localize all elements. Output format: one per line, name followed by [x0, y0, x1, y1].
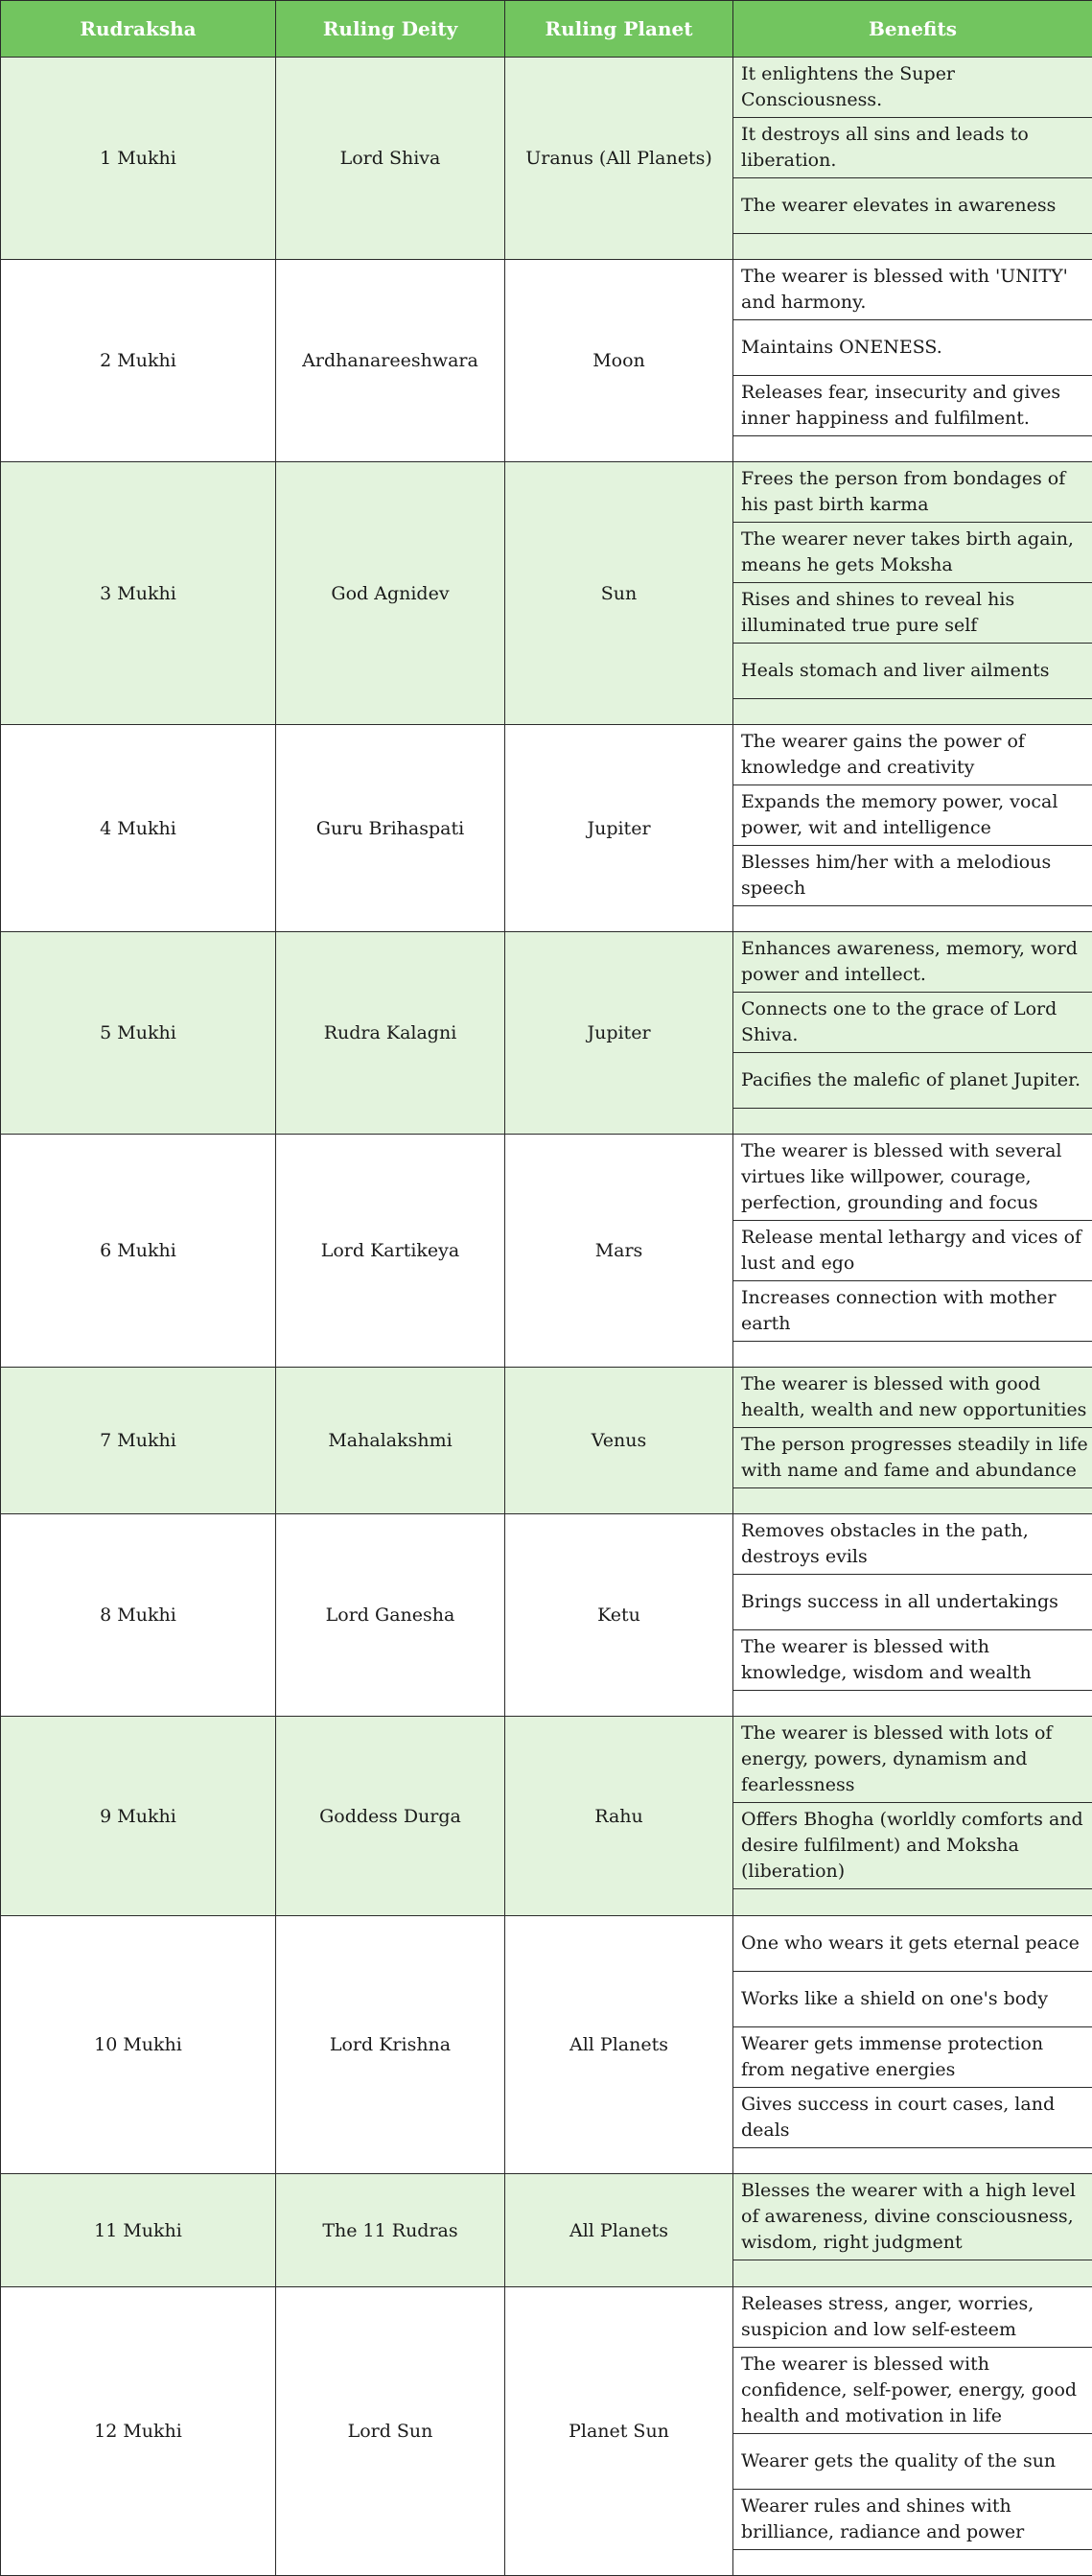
benefit-item: Blesses the wearer with a high level of awareness, divine consciousness, wisdom, right judgment: [733, 2174, 1092, 2260]
rudraksha-cell: 3 Mukhi: [1, 462, 276, 725]
ruling-deity-cell: Goddess Durga: [276, 1717, 505, 1916]
benefits-spacer: [733, 1691, 1092, 1716]
benefits-cell: [733, 462, 1092, 725]
benefit-item: Rises and shines to reveal his illuminated true pure self: [733, 583, 1092, 644]
benefit-item: Increases connection with mother earth: [733, 1281, 1092, 1342]
benefit-item: Heals stomach and liver ailments: [733, 644, 1092, 699]
benefits-cell: [733, 1368, 1092, 1514]
benefit-item: Works like a shield on one's body: [733, 1972, 1092, 2027]
benefit-item: Enhances awareness, memory, word power and intellect.: [733, 932, 1092, 993]
benefits-cell: [733, 725, 1092, 932]
benefit-item: The wearer is blessed with good health, wealth and new opportunities: [733, 1368, 1092, 1428]
table-row: [1, 462, 1092, 725]
benefit-item: Removes obstacles in the path, destroys evils: [733, 1514, 1092, 1575]
rudraksha-cell: 10 Mukhi: [1, 1916, 276, 2174]
ruling-planet-cell: All Planets: [505, 2174, 733, 2287]
rudraksha-cell: 4 Mukhi: [1, 725, 276, 932]
benefit-item: Release mental lethargy and vices of lust and ego: [733, 1221, 1092, 1281]
ruling-planet-cell: Rahu: [505, 1717, 733, 1916]
ruling-planet-cell: Uranus (All Planets): [505, 58, 733, 260]
rudraksha-cell: 1 Mukhi: [1, 58, 276, 260]
benefits-spacer: [733, 1889, 1092, 1914]
table-row: [1, 260, 1092, 462]
table-row: [1, 2174, 1092, 2287]
benefits-spacer: [733, 2550, 1092, 2575]
benefit-item: One who wears it gets eternal peace: [733, 1916, 1092, 1972]
ruling-planet-cell: Mars: [505, 1135, 733, 1368]
benefits-spacer: [733, 436, 1092, 461]
ruling-deity-cell: Ardhanareeshwara: [276, 260, 505, 462]
benefit-item: The wearer is blessed with several virtues like willpower, courage, perfection, grounding and focus: [733, 1135, 1092, 1221]
rudraksha-cell: 2 Mukhi: [1, 260, 276, 462]
benefits-spacer: [733, 2148, 1092, 2173]
header-rudraksha: Rudraksha: [1, 1, 276, 58]
table-row: [1, 1514, 1092, 1717]
ruling-deity-cell: God Agnidev: [276, 462, 505, 725]
ruling-planet-cell: All Planets: [505, 1916, 733, 2174]
header-ruling-deity: Ruling Deity: [276, 1, 505, 58]
header-row: [1, 1, 1092, 58]
benefits-spacer: [733, 234, 1092, 259]
benefits-spacer: [733, 1488, 1092, 1513]
ruling-deity-cell: Rudra Kalagni: [276, 932, 505, 1135]
benefit-item: The wearer is blessed with lots of energy, powers, dynamism and fearlessness: [733, 1717, 1092, 1803]
rudraksha-cell: 7 Mukhi: [1, 1368, 276, 1514]
benefit-item: The wearer is blessed with confidence, self-power, energy, good health and motivation in life: [733, 2348, 1092, 2434]
ruling-deity-cell: The 11 Rudras: [276, 2174, 505, 2287]
rudraksha-cell: 8 Mukhi: [1, 1514, 276, 1717]
table-row: [1, 2287, 1092, 2576]
benefits-cell: [733, 58, 1092, 260]
ruling-planet-cell: Venus: [505, 1368, 733, 1514]
table-row: [1, 932, 1092, 1135]
ruling-deity-cell: Mahalakshmi: [276, 1368, 505, 1514]
ruling-deity-cell: Lord Shiva: [276, 58, 505, 260]
table-row: [1, 58, 1092, 260]
ruling-planet-cell: Sun: [505, 462, 733, 725]
rudraksha-cell: 9 Mukhi: [1, 1717, 276, 1916]
benefits-cell: [733, 1514, 1092, 1717]
rudraksha-cell: 11 Mukhi: [1, 2174, 276, 2287]
benefits-spacer: [733, 1342, 1092, 1367]
table-header: [1, 1, 1092, 58]
benefits-cell: [733, 2174, 1092, 2287]
benefit-item: It destroys all sins and leads to liberation.: [733, 118, 1092, 178]
benefits-cell: [733, 1717, 1092, 1916]
benefits-spacer: [733, 699, 1092, 724]
benefit-item: Brings success in all undertakings: [733, 1575, 1092, 1630]
benefit-item: It enlightens the Super Consciousness.: [733, 58, 1092, 118]
benefits-cell: [733, 2287, 1092, 2576]
ruling-deity-cell: Guru Brihaspati: [276, 725, 505, 932]
ruling-deity-cell: Lord Krishna: [276, 1916, 505, 2174]
benefit-item: Wearer gets immense protection from negative energies: [733, 2027, 1092, 2088]
ruling-deity-cell: Lord Ganesha: [276, 1514, 505, 1717]
benefit-item: Expands the memory power, vocal power, wit and intelligence: [733, 785, 1092, 846]
benefit-item: Blesses him/her with a melodious speech: [733, 846, 1092, 906]
table-row: [1, 725, 1092, 932]
table-body: [1, 58, 1092, 2576]
rudraksha-cell: 5 Mukhi: [1, 932, 276, 1135]
ruling-planet-cell: Ketu: [505, 1514, 733, 1717]
benefit-item: The person progresses steadily in life with name and fame and abundance: [733, 1428, 1092, 1488]
ruling-planet-cell: Jupiter: [505, 932, 733, 1135]
ruling-deity-cell: Lord Kartikeya: [276, 1135, 505, 1368]
ruling-planet-cell: Moon: [505, 260, 733, 462]
table-row: [1, 1368, 1092, 1514]
table-row: [1, 1916, 1092, 2174]
benefits-spacer: [733, 906, 1092, 931]
benefit-item: The wearer is blessed with 'UNITY' and harmony.: [733, 260, 1092, 320]
ruling-deity-cell: Lord Sun: [276, 2287, 505, 2576]
benefits-spacer: [733, 2260, 1092, 2285]
benefits-cell: [733, 260, 1092, 462]
rudraksha-cell: 6 Mukhi: [1, 1135, 276, 1368]
benefit-item: The wearer elevates in awareness: [733, 178, 1092, 234]
benefit-item: Maintains ONENESS.: [733, 320, 1092, 376]
benefits-cell: [733, 932, 1092, 1135]
benefit-item: Wearer gets the quality of the sun: [733, 2434, 1092, 2490]
benefit-item: The wearer gains the power of knowledge and creativity: [733, 725, 1092, 785]
ruling-planet-cell: Planet Sun: [505, 2287, 733, 2576]
rudraksha-cell: 12 Mukhi: [1, 2287, 276, 2576]
benefits-spacer: [733, 1109, 1092, 1134]
benefit-item: The wearer is blessed with knowledge, wisdom and wealth: [733, 1630, 1092, 1691]
table-row: [1, 1717, 1092, 1916]
benefit-item: Pacifies the malefic of planet Jupiter.: [733, 1053, 1092, 1109]
table-row: [1, 1135, 1092, 1368]
benefit-item: Connects one to the grace of Lord Shiva.: [733, 993, 1092, 1053]
benefit-item: Wearer rules and shines with brilliance, radiance and power: [733, 2490, 1092, 2550]
benefit-item: Offers Bhogha (worldly comforts and desire fulfilment) and Moksha (liberation): [733, 1803, 1092, 1889]
benefit-item: Releases stress, anger, worries, suspicion and low self-esteem: [733, 2287, 1092, 2348]
benefit-item: Frees the person from bondages of his past birth karma: [733, 462, 1092, 523]
header-ruling-planet: Ruling Planet: [505, 1, 733, 58]
benefit-item: The wearer never takes birth again, means he gets Moksha: [733, 523, 1092, 583]
benefit-item: Releases fear, insecurity and gives inner happiness and fulfilment.: [733, 376, 1092, 436]
benefits-cell: [733, 1916, 1092, 2174]
ruling-planet-cell: Jupiter: [505, 725, 733, 932]
benefit-item: Gives success in court cases, land deals: [733, 2088, 1092, 2148]
header-benefits: Benefits: [733, 1, 1092, 58]
benefits-cell: [733, 1135, 1092, 1368]
